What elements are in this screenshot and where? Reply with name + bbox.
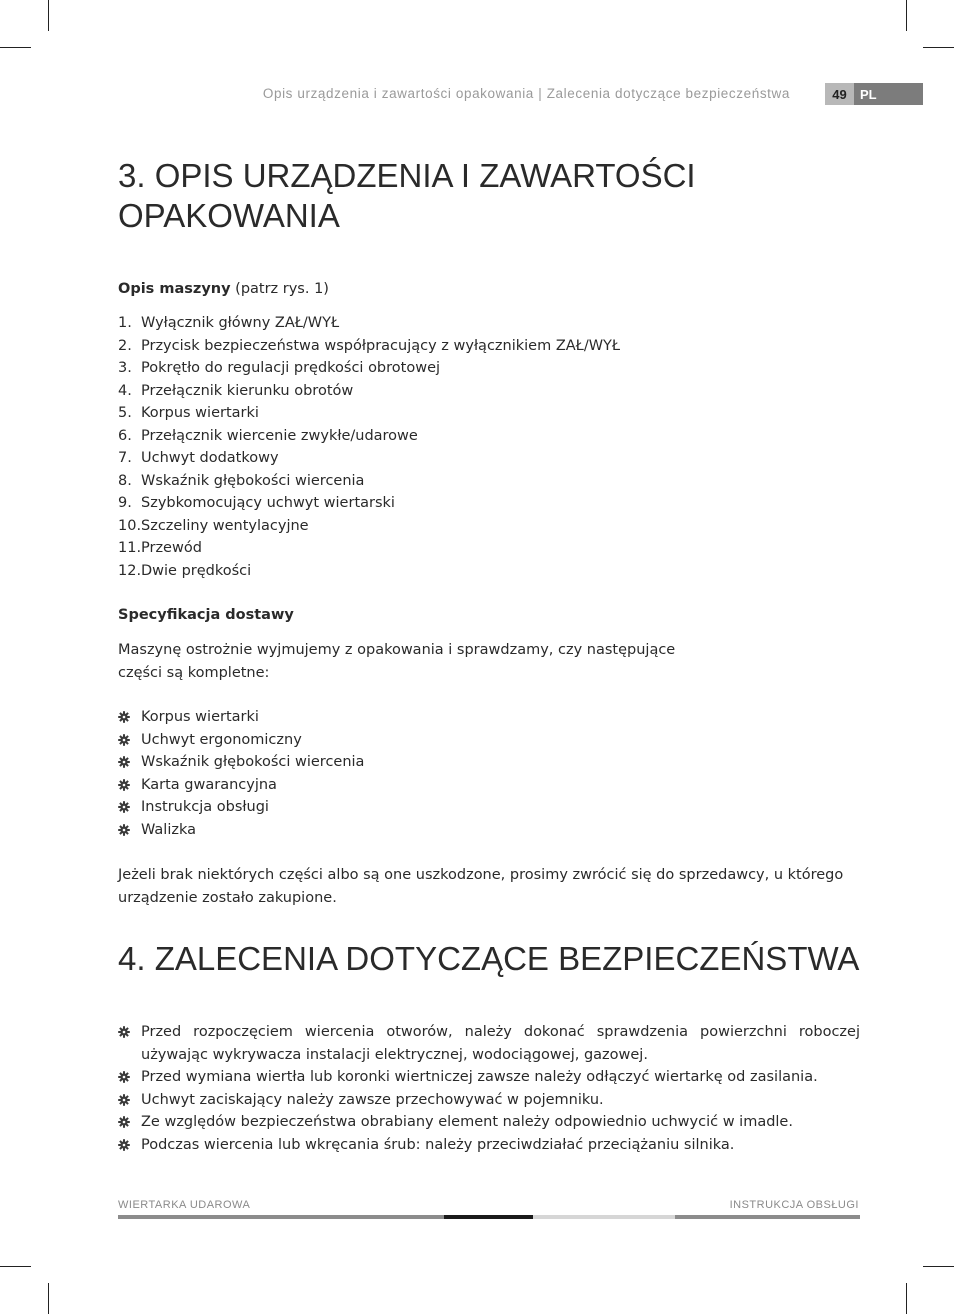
gear-icon — [118, 801, 130, 813]
parts-list-item — [118, 312, 620, 335]
gear-icon — [118, 1116, 130, 1128]
delivery-item — [118, 796, 364, 819]
item-text: Przycisk bezpieczeństwa współpracujący z wyłącznikiem ZAŁ/WYŁ — [141, 337, 621, 354]
crop-mark — [923, 1266, 954, 1267]
gear-icon — [118, 1071, 130, 1083]
bullet-text: Instrukcja obsługi — [141, 799, 269, 815]
footer-bar-segment — [533, 1215, 675, 1219]
item-text: Korpus wiertarki — [141, 405, 259, 421]
bullet — [118, 1066, 141, 1089]
footer-bar-segment — [444, 1215, 533, 1219]
bullet — [118, 1021, 141, 1044]
item-text: Uchwyt dodatkowy — [141, 450, 279, 466]
bullet-text: Karta gwarancyjna — [141, 776, 277, 793]
crop-mark — [906, 0, 907, 31]
bullet-text: Walizka — [141, 821, 196, 838]
crop-mark — [906, 1283, 907, 1314]
bullet — [118, 1089, 141, 1112]
footer-document-type: INSTRUKCJA OBSŁUGI — [729, 1199, 859, 1211]
bullet-text: Uchwyt ergonomiczny — [141, 731, 302, 748]
parts-list-item — [118, 492, 620, 515]
gear-icon — [118, 1094, 130, 1106]
language-code: PL — [854, 83, 923, 105]
crop-mark — [923, 47, 954, 48]
footer-bar-segment — [675, 1215, 860, 1219]
gear-icon — [118, 734, 130, 746]
bullet — [118, 706, 141, 729]
delivery-item — [118, 751, 364, 774]
item-number: 1. — [118, 315, 132, 331]
parts-list-item — [118, 447, 620, 470]
page-number: 49 — [825, 83, 854, 105]
section-4-title: 4. ZALECENIA DOTYCZĄCE BEZPIECZEŃSTWA — [118, 940, 860, 977]
bullet-text: Przed rozpoczęciem wiercenia otworów, należy dokonać sprawdzenia powierzchni roboczej używając wykrywacza instalacji elektrycznej, wodociągowej, gazowej. — [141, 1024, 860, 1063]
bullet — [118, 729, 141, 752]
gear-icon — [118, 1139, 130, 1151]
item-text: Wyłącznik główny ZAŁ/WYŁ — [141, 315, 340, 331]
safety-item — [118, 1021, 860, 1066]
delivery-item — [118, 774, 364, 797]
item-number: 7. — [118, 450, 132, 466]
delivery-item — [118, 706, 364, 729]
item-text: Przełącznik kierunku obrotów — [141, 382, 354, 399]
safety-item — [118, 1066, 860, 1089]
parts-list — [118, 312, 620, 582]
parts-list-item — [118, 335, 620, 358]
gear-icon — [118, 779, 130, 791]
crop-mark — [48, 1283, 49, 1314]
item-number: 12. — [118, 562, 142, 579]
item-number: 11. — [118, 540, 142, 556]
item-number: 9. — [118, 495, 132, 511]
item-text: Przewód — [141, 540, 202, 556]
gear-icon — [118, 711, 130, 723]
bullet-text: Podczas wiercenia lub wkręcania śrub: należy przeciwdziałać przeciążaniu silnika. — [141, 1136, 735, 1153]
item-number: 6. — [118, 427, 132, 444]
delivery-item — [118, 729, 364, 752]
item-text: Dwie prędkości — [141, 562, 252, 579]
item-number: 5. — [118, 405, 132, 421]
delivery-item — [118, 819, 364, 842]
item-number: 3. — [118, 360, 132, 376]
delivery-heading: Specyfikacja dostawy — [118, 607, 294, 623]
bullet — [118, 751, 141, 774]
bullet-text: Korpus wiertarki — [141, 709, 259, 725]
gear-icon — [118, 824, 130, 836]
item-text: Szybkomocujący uchwyt wiertarski — [141, 495, 395, 511]
safety-list — [118, 1021, 860, 1156]
bullet-text: Uchwyt zaciskający należy zawsze przechowywać w pojemniku. — [141, 1091, 604, 1108]
safety-item — [118, 1134, 860, 1157]
safety-item — [118, 1111, 860, 1134]
crop-mark — [0, 1266, 31, 1267]
item-text: Pokrętło do regulacji prędkości obrotowej — [141, 360, 441, 376]
section-3-title: 3. OPIS URZĄDZENIA I ZAWARTOŚCI OPAKOWANIA — [118, 157, 696, 234]
running-header: Opis urządzenia i zawartości opakowania | Zalecenia dotyczące bezpieczeństwa — [262, 86, 790, 101]
item-number: 8. — [118, 472, 132, 489]
item-text: Szczeliny wentylacyjne — [141, 517, 309, 534]
safety-item — [118, 1089, 860, 1112]
machine-description-heading — [118, 278, 329, 301]
item-number: 10. — [118, 517, 142, 534]
item-number: 2. — [118, 337, 132, 354]
page-badge — [825, 83, 923, 105]
gear-icon — [118, 756, 130, 768]
item-number: 4. — [118, 382, 132, 399]
bullet — [118, 819, 141, 842]
machine-heading-note: (patrz rys. 1) — [230, 281, 329, 297]
crop-mark — [0, 47, 31, 48]
parts-list-item — [118, 537, 620, 560]
delivery-list — [118, 706, 364, 841]
missing-parts-notice: Jeżeli brak niektórych części albo są one uszkodzone, prosimy zwrócić się do sprzedawcy, u którego urządzenie zostało zakupione. — [118, 867, 844, 906]
parts-list-item — [118, 357, 620, 380]
bullet — [118, 1134, 141, 1157]
parts-list-item — [118, 380, 620, 403]
bullet-text: Ze względów bezpieczeństwa obrabiany element należy odpowiednio uchwycić w imadle. — [141, 1114, 793, 1130]
item-text: Przełącznik wiercenie zwykłe/udarowe — [141, 427, 418, 444]
footer-product-name: WIERTARKA UDAROWA — [118, 1199, 251, 1211]
parts-list-item — [118, 560, 620, 583]
parts-list-item — [118, 515, 620, 538]
footer-bar-segment — [118, 1215, 444, 1219]
crop-mark — [48, 0, 49, 31]
parts-list-item — [118, 402, 620, 425]
machine-heading-bold: Opis maszyny — [118, 281, 231, 297]
footer-bar — [118, 1215, 860, 1219]
gear-icon — [118, 1026, 130, 1038]
item-text: Wskaźnik głębokości wiercenia — [141, 472, 365, 489]
bullet — [118, 796, 141, 819]
bullet-text: Wskaźnik głębokości wiercenia — [141, 754, 365, 770]
bullet — [118, 774, 141, 797]
bullet — [118, 1111, 141, 1134]
parts-list-item — [118, 425, 620, 448]
parts-list-item — [118, 470, 620, 493]
delivery-intro: Maszynę ostrożnie wyjmujemy z opakowania i sprawdzamy, czy następujące części są kompletne: — [118, 642, 676, 681]
bullet-text: Przed wymiana wiertła lub koronki wiertniczej zawsze należy odłączyć wiertarkę od zasilania. — [141, 1069, 818, 1085]
